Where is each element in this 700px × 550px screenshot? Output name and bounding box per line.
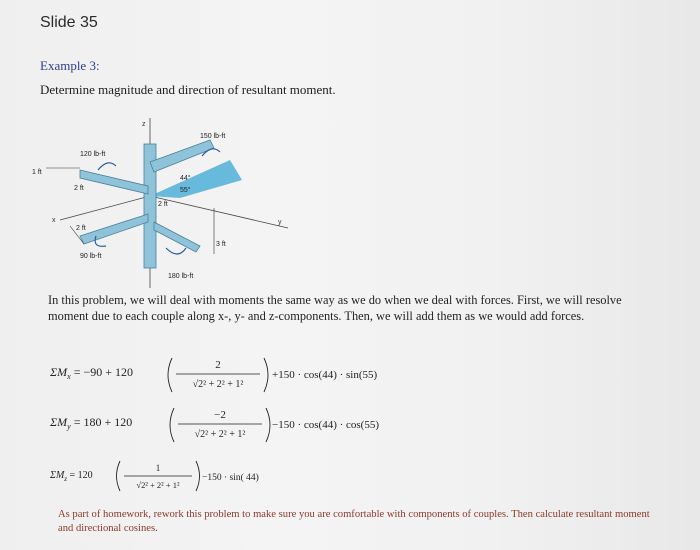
eq-mz-lhs: ΣM [50, 470, 65, 481]
svg-text:ΣMz = 120 [50, 470, 93, 483]
eq-my-lhs: ΣM [50, 415, 68, 429]
pipe-upper-left [80, 170, 148, 194]
equation-mx [50, 354, 450, 396]
eq-mz-sub: z [64, 475, 68, 483]
dim-2ft-top-label: 2 ft [74, 185, 84, 192]
eq-my-pre: = 180 + 120 [73, 415, 133, 429]
eq-mx-sub: x [67, 372, 71, 381]
moment-90-label: 90 lb-ft [80, 253, 102, 260]
angle-44-label: 44° [180, 175, 191, 182]
example-label: Example 3: [40, 58, 100, 73]
pipe-upper-right [150, 140, 214, 172]
y-axis-line [150, 196, 288, 228]
svg-text:ΣMy = 180 + 120 [50, 415, 132, 431]
moment-arc-180 [166, 248, 186, 254]
eq-mx-num: 2 [215, 359, 221, 371]
dim-2ft-left-label: 2 ft [76, 225, 86, 232]
equation-mz [50, 458, 450, 498]
question-text: Determine magnitude and direction of resultant moment. [40, 82, 336, 97]
pipe-lower-right [154, 222, 200, 252]
eq-mz-post: −150 · sin( 44) [202, 473, 259, 483]
moment-arc-120 [98, 163, 116, 170]
pipe-diagram [30, 118, 290, 288]
eq-mx-lhs: ΣM [50, 365, 68, 379]
eq-my-den: √2² + 2² + 1² [194, 429, 246, 440]
equation-my [50, 404, 450, 446]
dim-3ft-label: 3 ft [216, 241, 226, 248]
axis-x-label: x [52, 217, 56, 224]
eq-my-sub: y [67, 422, 71, 431]
eq-mz-den: √2² + 2² + 1² [136, 480, 180, 490]
dim-1ft-label: 1 ft [32, 169, 42, 176]
explanation-paragraph: In this problem, we will deal with moments the same way as we do when we deal with forces. First, we will resolve moment due to each couple along x-, y- and z-components. Then, we will add them as we would add forces. [48, 293, 622, 323]
eq-mx-pre: = −90 + 120 [73, 365, 134, 379]
eq-mz-pre: = 120 [69, 470, 93, 481]
eq-mx-den: √2² + 2² + 1² [192, 379, 244, 390]
pipe-lower [80, 214, 148, 244]
x-axis-line [60, 196, 150, 220]
angle-55-label: 55° [180, 187, 191, 194]
moment-120-label: 120 lb-ft [80, 151, 106, 158]
eq-mz-num: 1 [155, 463, 161, 473]
slide-title: Slide 35 [40, 14, 98, 31]
homework-note: As part of homework, rework this problem to make sure you are comfortable with components of couples. Then calculate resultant moment and directional cosines. [58, 509, 650, 534]
eq-my-num: −2 [214, 409, 226, 421]
eq-my-post: −150 · cos(44) · cos(55) [272, 419, 380, 431]
moment-150-label: 150 lb-ft [200, 133, 226, 140]
axis-z-label: z [142, 121, 146, 128]
dim-2ft-mid-label: 2 ft [158, 201, 168, 208]
svg-text:ΣMx = −90 + 120 [50, 365, 133, 381]
moment-180-label: 180 lb-ft [168, 273, 194, 280]
eq-mx-post: +150 · cos(44) · sin(55) [272, 369, 378, 381]
axis-y-label: y [278, 219, 282, 226]
